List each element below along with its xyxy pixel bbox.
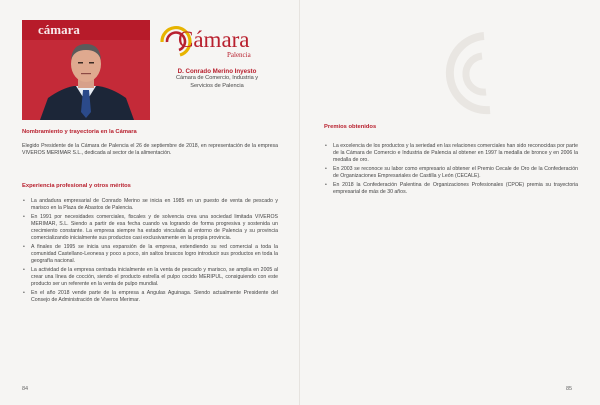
list-item: • La andadura empresarial de Conrado Merino se inicia en 1985 en un puesto de venta de pescado y marisco en la Plaza de Abastos de Palencia. bbox=[22, 198, 278, 212]
list-item: • La excelencia de los productos y la seriedad en las relaciones comerciales han sido reconocidas por parte de la Cámara de Comercio e Industria de Palencia al obtener en 1997 la medalla de bronce y en 2006 la medalla de oro. bbox=[324, 143, 578, 165]
list-item: • A finales de 1995 se inicia una expansión de la empresa, extendiendo su red comercial a toda la comunidad Castellano-Leonesa y poco a poco, sin saltos bruscos logro introducir sus productos en toda la geografía nacional. bbox=[22, 244, 278, 266]
list-item: • En 2018 la Confederación Palentina de Organizaciones Profesionales (CPOE) premia su trayectoria empresarial de más de 30 años. bbox=[324, 182, 578, 196]
list-item: • En 1991 por necesidades comerciales, fiscales y de solvencia crea una sociedad limitada VIVEROS MERIMAR, S.L. Siendo a partir de esa fecha cuando va logrando de forma progresiva y sostenida un crecimiento constante. La empresa siempre ha estado vinculada al entorno de Palencia y su provincia comercializando inicialmente sus productos casi exclusivamente en la propia provincia. bbox=[22, 214, 278, 243]
portrait-photo bbox=[22, 20, 150, 120]
person-role-line2: Servicios de Palencia bbox=[190, 82, 244, 89]
experience-heading: Experiencia profesional y otros méritos bbox=[22, 183, 131, 189]
page-number-right: 85 bbox=[566, 386, 573, 392]
person-role-line1: Cámara de Comercio, Industria y bbox=[175, 75, 259, 81]
photo-background-text: cámara bbox=[38, 22, 80, 37]
person-role bbox=[158, 75, 276, 90]
awards-list bbox=[324, 143, 578, 198]
list-item: • En 2003 se reconoce su labor como empresario al obtener el Premio Cecale de Oro de la Confederación de Organizaciones Empresariales de Castilla y León (CECALE). bbox=[324, 166, 578, 180]
appointment-text: Elegido Presidente de la Cámara de Palencia el 26 de septiembre de 2018, en representación de la empresa VIVEROS MERIMAR S.L., dedicada al sector de la alimentación. bbox=[22, 143, 278, 157]
watermark-emblem bbox=[432, 18, 508, 130]
camara-logo bbox=[158, 22, 276, 60]
experience-list bbox=[22, 198, 278, 306]
appointment-heading: Nombramiento y trayectoria en la Cámara bbox=[22, 129, 137, 135]
list-item: • La actividad de la empresa centrada inicialmente en la venta de pescado y marisco, se amplia en 2005 al crear una línea de cocción, siendo el producto estrella el pulpo cocido MERIPUL, consiguiendo con este producto ser un referente en la venta de pulpo mundial. bbox=[22, 267, 278, 289]
list-item: • En el año 2018 vende parte de la empresa a Angulas Aguinaga. Siendo actualmente Presidente del Consejo de Administración de Viveros Merimar. bbox=[22, 290, 278, 304]
logo-subtext: Palencia bbox=[227, 51, 251, 59]
logo-text: Cámara bbox=[178, 27, 250, 52]
person-name: D. Conrado Merino Inyesto bbox=[177, 68, 257, 75]
awards-heading: Premios obtenidos bbox=[324, 124, 377, 130]
page-number-left: 84 bbox=[22, 386, 29, 392]
